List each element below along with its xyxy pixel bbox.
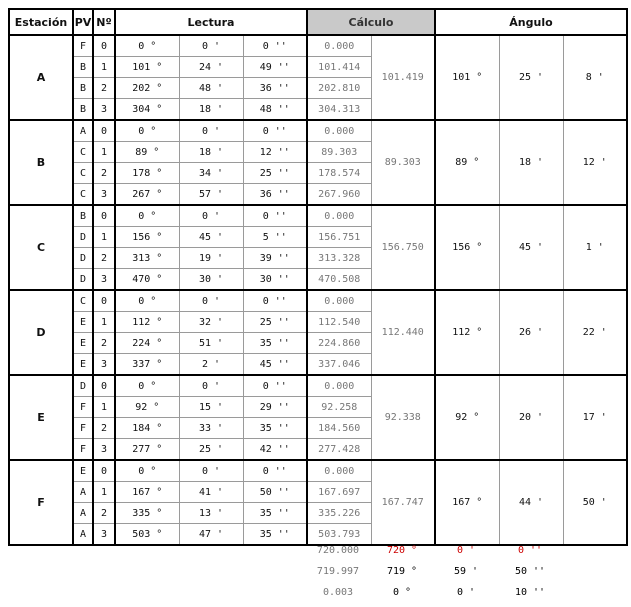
lectura-deg-cell[interactable]: 178 ° xyxy=(115,163,179,184)
summary-body xyxy=(306,540,562,603)
n-cell[interactable]: 1 xyxy=(93,142,115,163)
angle-min-cell[interactable]: 20 ' xyxy=(499,375,563,460)
lectura-deg-cell[interactable]: 224 ° xyxy=(115,333,179,354)
lectura-deg-cell[interactable]: 337 ° xyxy=(115,354,179,376)
lectura-deg-cell[interactable]: 101 ° xyxy=(115,57,179,78)
table-row xyxy=(9,120,627,142)
lectura-min-cell[interactable]: 18 ' xyxy=(179,142,243,163)
lectura-deg-cell[interactable]: 89 ° xyxy=(115,142,179,163)
lectura-deg-cell[interactable]: 470 ° xyxy=(115,269,179,291)
lectura-sec-cell[interactable]: 0 '' xyxy=(243,460,307,482)
table-row xyxy=(9,375,627,397)
lectura-sec-cell[interactable]: 36 '' xyxy=(243,184,307,206)
n-cell[interactable]: 0 xyxy=(93,375,115,397)
n-cell[interactable]: 0 xyxy=(93,120,115,142)
pv-cell[interactable]: A xyxy=(73,482,93,503)
angle-sec-cell[interactable]: 17 ' xyxy=(563,375,627,460)
lectura-deg-cell[interactable]: 0 ° xyxy=(115,375,179,397)
header-n: Nº xyxy=(93,9,115,35)
header-lectura: Lectura xyxy=(115,9,307,35)
calc-average-cell[interactable]: 101.419 xyxy=(371,35,435,120)
calc-cell[interactable]: 503.793 xyxy=(307,524,371,546)
lectura-min-cell[interactable]: 33 ' xyxy=(179,418,243,439)
summary-deg-cell[interactable]: 0 ° xyxy=(392,587,412,598)
angle-deg-cell[interactable]: 167 ° xyxy=(435,460,499,545)
lectura-min-cell[interactable]: 2 ' xyxy=(179,354,243,376)
table-body xyxy=(9,35,627,545)
angle-sec-cell[interactable]: 1 ' xyxy=(563,205,627,290)
lectura-deg-cell[interactable]: 202 ° xyxy=(115,78,179,99)
lectura-sec-cell[interactable]: 42 '' xyxy=(243,439,307,461)
calc-cell[interactable]: 277.428 xyxy=(307,439,371,461)
n-cell[interactable]: 3 xyxy=(93,439,115,461)
n-cell[interactable]: 0 xyxy=(93,460,115,482)
lectura-sec-cell[interactable]: 35 '' xyxy=(243,503,307,524)
table-row xyxy=(9,460,627,482)
pv-cell[interactable]: F xyxy=(73,418,93,439)
summary-deg-cell[interactable]: 719 ° xyxy=(386,566,418,577)
calc-cell[interactable]: 178.574 xyxy=(307,163,371,184)
station-name-cell[interactable]: B xyxy=(9,120,73,205)
summary-min-cell[interactable]: 59 ' xyxy=(453,566,479,577)
lectura-sec-cell[interactable]: 0 '' xyxy=(243,375,307,397)
angle-deg-cell[interactable]: 156 ° xyxy=(435,205,499,290)
pv-cell[interactable]: D xyxy=(73,248,93,269)
calc-cell[interactable]: 167.697 xyxy=(307,482,371,503)
lectura-min-cell[interactable]: 25 ' xyxy=(179,439,243,461)
calc-cell[interactable]: 0.000 xyxy=(307,375,371,397)
lectura-deg-cell[interactable]: 112 ° xyxy=(115,312,179,333)
angle-sec-cell[interactable]: 12 ' xyxy=(563,120,627,205)
table-row xyxy=(9,290,627,312)
lectura-min-cell[interactable]: 57 ' xyxy=(179,184,243,206)
n-cell[interactable]: 1 xyxy=(93,312,115,333)
pv-cell[interactable]: A xyxy=(73,503,93,524)
lectura-sec-cell[interactable]: 49 '' xyxy=(243,57,307,78)
header-row xyxy=(9,9,627,35)
pv-cell[interactable]: C xyxy=(73,290,93,312)
summary-min-cell[interactable]: 0 ' xyxy=(456,587,476,598)
pv-cell[interactable]: E xyxy=(73,354,93,376)
lectura-deg-cell[interactable]: 0 ° xyxy=(115,460,179,482)
pv-cell[interactable]: B xyxy=(73,78,93,99)
n-cell[interactable]: 0 xyxy=(93,35,115,57)
lectura-sec-cell[interactable]: 25 '' xyxy=(243,163,307,184)
n-cell[interactable]: 1 xyxy=(93,482,115,503)
lectura-min-cell[interactable]: 48 ' xyxy=(179,78,243,99)
angle-table xyxy=(8,8,628,546)
n-cell[interactable]: 2 xyxy=(93,248,115,269)
lectura-min-cell[interactable]: 13 ' xyxy=(179,503,243,524)
lectura-sec-cell[interactable]: 35 '' xyxy=(243,524,307,546)
lectura-min-cell[interactable]: 19 ' xyxy=(179,248,243,269)
lectura-sec-cell[interactable]: 39 '' xyxy=(243,248,307,269)
calc-cell[interactable]: 0.000 xyxy=(307,460,371,482)
pv-cell[interactable]: F xyxy=(73,35,93,57)
summary-deg-cell[interactable]: 720 ° xyxy=(386,545,418,556)
angle-deg-cell[interactable]: 89 ° xyxy=(435,120,499,205)
angle-deg-cell[interactable]: 92 ° xyxy=(435,375,499,460)
pv-cell[interactable]: B xyxy=(73,99,93,121)
lectura-min-cell[interactable]: 34 ' xyxy=(179,163,243,184)
lectura-sec-cell[interactable]: 5 '' xyxy=(243,227,307,248)
calc-cell[interactable]: 89.303 xyxy=(307,142,371,163)
n-cell[interactable]: 2 xyxy=(93,163,115,184)
lectura-min-cell[interactable]: 45 ' xyxy=(179,227,243,248)
pv-cell[interactable]: D xyxy=(73,269,93,291)
pv-cell[interactable]: F xyxy=(73,397,93,418)
pv-cell[interactable]: D xyxy=(73,227,93,248)
calc-cell[interactable]: 184.560 xyxy=(307,418,371,439)
lectura-deg-cell[interactable]: 0 ° xyxy=(115,35,179,57)
lectura-sec-cell[interactable]: 12 '' xyxy=(243,142,307,163)
calc-cell[interactable]: 470.508 xyxy=(307,269,371,291)
n-cell[interactable]: 2 xyxy=(93,78,115,99)
summary-sec-cell[interactable]: 10 '' xyxy=(514,587,546,598)
summary-sec-cell[interactable]: 50 '' xyxy=(514,566,546,577)
lectura-sec-cell[interactable]: 48 '' xyxy=(243,99,307,121)
lectura-deg-cell[interactable]: 184 ° xyxy=(115,418,179,439)
pv-cell[interactable]: C xyxy=(73,163,93,184)
calc-average-cell[interactable]: 89.303 xyxy=(371,120,435,205)
summary-calc-cell[interactable]: 0.003 xyxy=(322,587,354,598)
lectura-min-cell[interactable]: 0 ' xyxy=(179,375,243,397)
pv-cell[interactable]: D xyxy=(73,375,93,397)
header-angulo: Ángulo xyxy=(435,9,627,35)
calc-cell[interactable]: 0.000 xyxy=(307,290,371,312)
angle-sec-cell[interactable]: 8 ' xyxy=(563,35,627,120)
n-cell[interactable]: 1 xyxy=(93,57,115,78)
pv-cell[interactable]: E xyxy=(73,312,93,333)
summary-calc-cell[interactable]: 719.997 xyxy=(316,566,360,577)
station-name-cell[interactable]: C xyxy=(9,205,73,290)
n-cell[interactable]: 3 xyxy=(93,184,115,206)
lectura-sec-cell[interactable]: 30 '' xyxy=(243,269,307,291)
angle-sec-cell[interactable]: 50 ' xyxy=(563,460,627,545)
lectura-min-cell[interactable]: 24 ' xyxy=(179,57,243,78)
lectura-sec-cell[interactable]: 0 '' xyxy=(243,205,307,227)
calc-cell[interactable]: 202.810 xyxy=(307,78,371,99)
calc-cell[interactable]: 337.046 xyxy=(307,354,371,376)
header-calculo: Cálculo xyxy=(307,9,435,35)
n-cell[interactable]: 2 xyxy=(93,333,115,354)
lectura-deg-cell[interactable]: 267 ° xyxy=(115,184,179,206)
calc-cell[interactable]: 156.751 xyxy=(307,227,371,248)
n-cell[interactable]: 1 xyxy=(93,397,115,418)
lectura-deg-cell[interactable]: 0 ° xyxy=(115,205,179,227)
calc-cell[interactable]: 304.313 xyxy=(307,99,371,121)
calc-cell[interactable]: 92.258 xyxy=(307,397,371,418)
calc-cell[interactable]: 313.328 xyxy=(307,248,371,269)
station-name-cell[interactable]: F xyxy=(9,460,73,545)
lectura-min-cell[interactable]: 18 ' xyxy=(179,99,243,121)
n-cell[interactable]: 3 xyxy=(93,524,115,546)
lectura-deg-cell[interactable]: 335 ° xyxy=(115,503,179,524)
n-cell[interactable]: 0 xyxy=(93,290,115,312)
lectura-min-cell[interactable]: 51 ' xyxy=(179,333,243,354)
pv-cell[interactable]: A xyxy=(73,120,93,142)
station-name-cell[interactable]: A xyxy=(9,35,73,120)
summary-min-cell[interactable]: 0 ' xyxy=(456,545,476,556)
lectura-sec-cell[interactable]: 0 '' xyxy=(243,35,307,57)
angle-min-cell[interactable]: 25 ' xyxy=(499,35,563,120)
calc-average-cell[interactable]: 92.338 xyxy=(371,375,435,460)
calc-cell[interactable]: 101.414 xyxy=(307,57,371,78)
angle-sec-cell[interactable]: 22 ' xyxy=(563,290,627,375)
summary-row xyxy=(306,540,562,561)
calc-average-cell[interactable]: 112.440 xyxy=(371,290,435,375)
lectura-deg-cell[interactable]: 503 ° xyxy=(115,524,179,546)
calc-average-cell[interactable]: 156.750 xyxy=(371,205,435,290)
lectura-deg-cell[interactable]: 156 ° xyxy=(115,227,179,248)
n-cell[interactable]: 2 xyxy=(93,418,115,439)
lectura-min-cell[interactable]: 15 ' xyxy=(179,397,243,418)
angle-min-cell[interactable]: 45 ' xyxy=(499,205,563,290)
pv-cell[interactable]: C xyxy=(73,142,93,163)
angle-min-cell[interactable]: 44 ' xyxy=(499,460,563,545)
n-cell[interactable]: 2 xyxy=(93,503,115,524)
summary-row xyxy=(306,582,562,603)
summary-sec-cell[interactable]: 0 '' xyxy=(517,545,543,556)
header-estacion: Estación xyxy=(9,9,73,35)
header-pv: PV xyxy=(73,9,93,35)
lectura-min-cell[interactable]: 0 ' xyxy=(179,205,243,227)
lectura-sec-cell[interactable]: 35 '' xyxy=(243,418,307,439)
angle-min-cell[interactable]: 18 ' xyxy=(499,120,563,205)
summary-table xyxy=(306,540,562,603)
table-row xyxy=(9,205,627,227)
n-cell[interactable]: 0 xyxy=(93,205,115,227)
n-cell[interactable]: 3 xyxy=(93,269,115,291)
lectura-deg-cell[interactable]: 92 ° xyxy=(115,397,179,418)
calc-cell[interactable]: 267.960 xyxy=(307,184,371,206)
pv-cell[interactable]: E xyxy=(73,333,93,354)
calc-cell[interactable]: 224.860 xyxy=(307,333,371,354)
pv-cell[interactable]: C xyxy=(73,184,93,206)
calc-cell[interactable]: 112.540 xyxy=(307,312,371,333)
n-cell[interactable]: 3 xyxy=(93,354,115,376)
spreadsheet xyxy=(8,8,628,598)
lectura-sec-cell[interactable]: 29 '' xyxy=(243,397,307,418)
lectura-sec-cell[interactable]: 50 '' xyxy=(243,482,307,503)
lectura-min-cell[interactable]: 41 ' xyxy=(179,482,243,503)
lectura-min-cell[interactable]: 32 ' xyxy=(179,312,243,333)
station-name-cell[interactable]: D xyxy=(9,290,73,375)
station-name-cell[interactable]: E xyxy=(9,375,73,460)
table-row xyxy=(9,35,627,57)
lectura-min-cell[interactable]: 0 ' xyxy=(179,35,243,57)
summary-calc-cell[interactable]: 720.000 xyxy=(316,545,360,556)
lectura-sec-cell[interactable]: 0 '' xyxy=(243,120,307,142)
angle-min-cell[interactable]: 26 ' xyxy=(499,290,563,375)
lectura-sec-cell[interactable]: 36 '' xyxy=(243,78,307,99)
summary-row xyxy=(306,561,562,582)
angle-deg-cell[interactable]: 101 ° xyxy=(435,35,499,120)
lectura-sec-cell[interactable]: 35 '' xyxy=(243,333,307,354)
calc-cell[interactable]: 0.000 xyxy=(307,205,371,227)
pv-cell[interactable]: A xyxy=(73,524,93,546)
lectura-deg-cell[interactable]: 277 ° xyxy=(115,439,179,461)
lectura-min-cell[interactable]: 30 ' xyxy=(179,269,243,291)
lectura-sec-cell[interactable]: 45 '' xyxy=(243,354,307,376)
pv-cell[interactable]: B xyxy=(73,57,93,78)
lectura-deg-cell[interactable]: 304 ° xyxy=(115,99,179,121)
lectura-deg-cell[interactable]: 313 ° xyxy=(115,248,179,269)
pv-cell[interactable]: E xyxy=(73,460,93,482)
pv-cell[interactable]: F xyxy=(73,439,93,461)
lectura-min-cell[interactable]: 47 ' xyxy=(179,524,243,546)
angle-deg-cell[interactable]: 112 ° xyxy=(435,290,499,375)
lectura-min-cell[interactable]: 0 ' xyxy=(179,290,243,312)
calc-cell[interactable]: 0.000 xyxy=(307,35,371,57)
lectura-deg-cell[interactable]: 167 ° xyxy=(115,482,179,503)
lectura-min-cell[interactable]: 0 ' xyxy=(179,460,243,482)
lectura-deg-cell[interactable]: 0 ° xyxy=(115,120,179,142)
lectura-sec-cell[interactable]: 0 '' xyxy=(243,290,307,312)
lectura-min-cell[interactable]: 0 ' xyxy=(179,120,243,142)
lectura-sec-cell[interactable]: 25 '' xyxy=(243,312,307,333)
lectura-deg-cell[interactable]: 0 ° xyxy=(115,290,179,312)
n-cell[interactable]: 3 xyxy=(93,99,115,121)
calc-cell[interactable]: 335.226 xyxy=(307,503,371,524)
calc-cell[interactable]: 0.000 xyxy=(307,120,371,142)
calc-average-cell[interactable]: 167.747 xyxy=(371,460,435,545)
n-cell[interactable]: 1 xyxy=(93,227,115,248)
pv-cell[interactable]: B xyxy=(73,205,93,227)
